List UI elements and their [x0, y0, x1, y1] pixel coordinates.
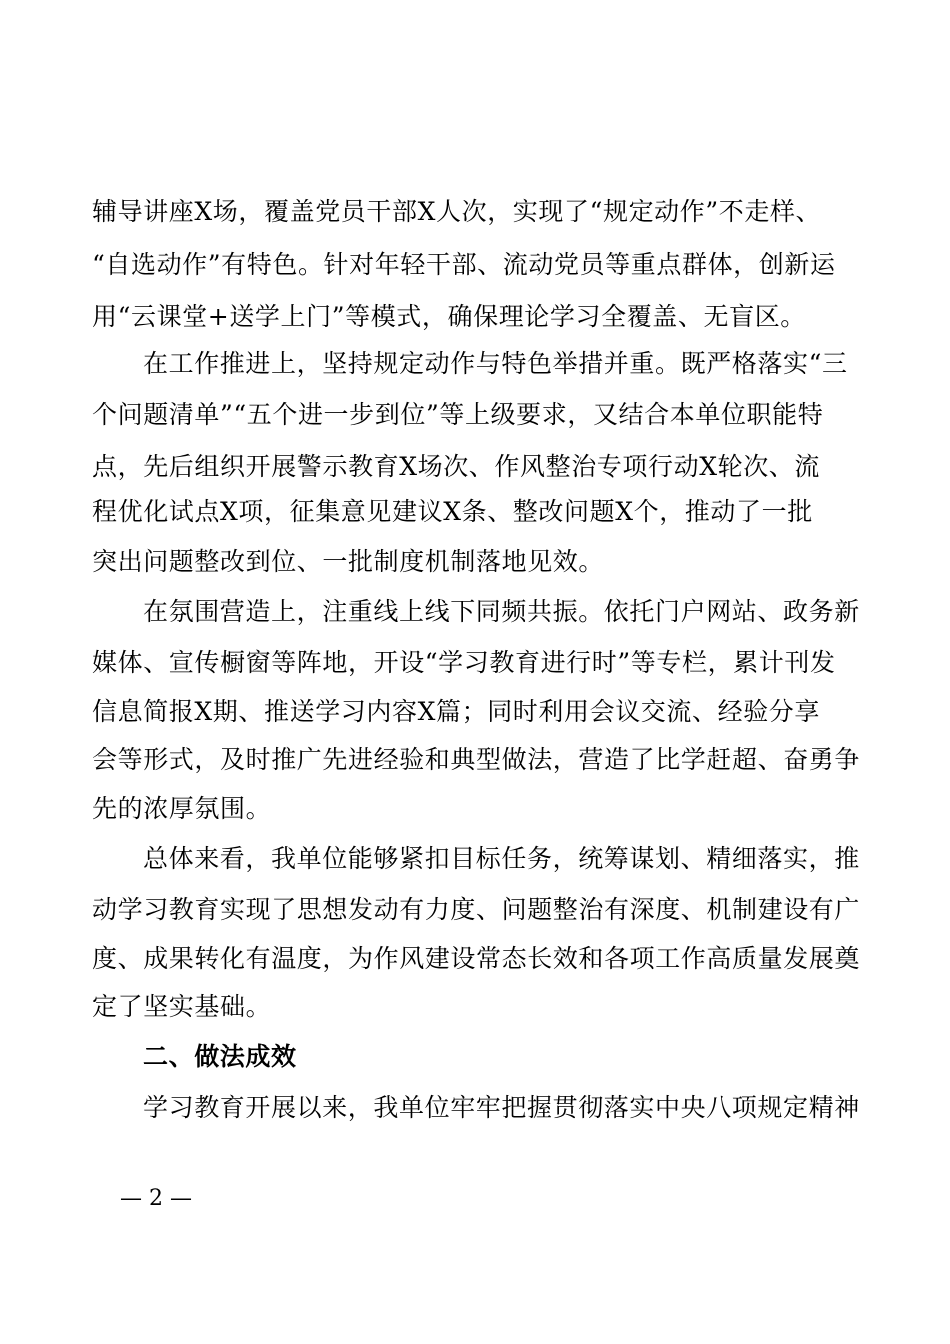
paragraph-line: 在氛围营造上，注重线上线下同频共振。依托门户网站、政务新 [143, 597, 860, 626]
paragraph-line: 信息简报X期、推送学习内容X篇；同时利用会议交流、经验分享 [92, 697, 820, 726]
paragraph-line: 学习教育开展以来，我单位牢牢把握贯彻落实中央八项规定精神 [143, 1093, 860, 1122]
paragraph-line: 媒体、宣传橱窗等阵地，开设“学习教育进行时”等专栏，累计刊发 [92, 648, 836, 677]
paragraph-line: “自选动作”有特色。针对年轻干部、流动党员等重点群体，创新运 [92, 250, 836, 279]
paragraph-line: 定了坚实基础。 [92, 992, 272, 1021]
paragraph-line: 总体来看，我单位能够紧扣目标任务，统筹谋划、精细落实，推 [143, 844, 860, 873]
paragraph-line: 会等形式，及时推广先进经验和典型做法，营造了比学赶超、奋勇争 [92, 745, 861, 774]
paragraph-line: 辅导讲座X场，覆盖党员干部X人次，实现了“规定动作”不走样、 [92, 197, 822, 226]
paragraph-line: 突出问题整改到位、一批制度机制落地见效。 [92, 547, 605, 576]
paragraph-line: 动学习教育实现了思想发动有力度、问题整治有深度、机制建设有广 [92, 895, 861, 924]
paragraph-line: 用“云课堂+送学上门”等模式，确保理论学习全覆盖、无盲区。 [92, 302, 806, 331]
page-number: — 2 — [120, 1186, 192, 1211]
paragraph-line: 点，先后组织开展警示教育X场次、作风整治专项行动X轮次、流 [92, 452, 820, 481]
paragraph-line: 在工作推进上，坚持规定动作与特色举措并重。既严格落实“三 [143, 349, 848, 378]
section-heading: 二、做法成效 [143, 1042, 297, 1071]
paragraph-line: 度、成果转化有温度，为作风建设常态长效和各项工作高质量发展奠 [92, 944, 861, 973]
paragraph-line: 先的浓厚氛围。 [92, 794, 272, 823]
paragraph-line: 程优化试点X项，征集意见建议X条、整改问题X个，推动了一批 [92, 497, 813, 526]
paragraph-line: 个问题清单”“五个进一步到位”等上级要求，又结合本单位职能特 [92, 400, 824, 429]
